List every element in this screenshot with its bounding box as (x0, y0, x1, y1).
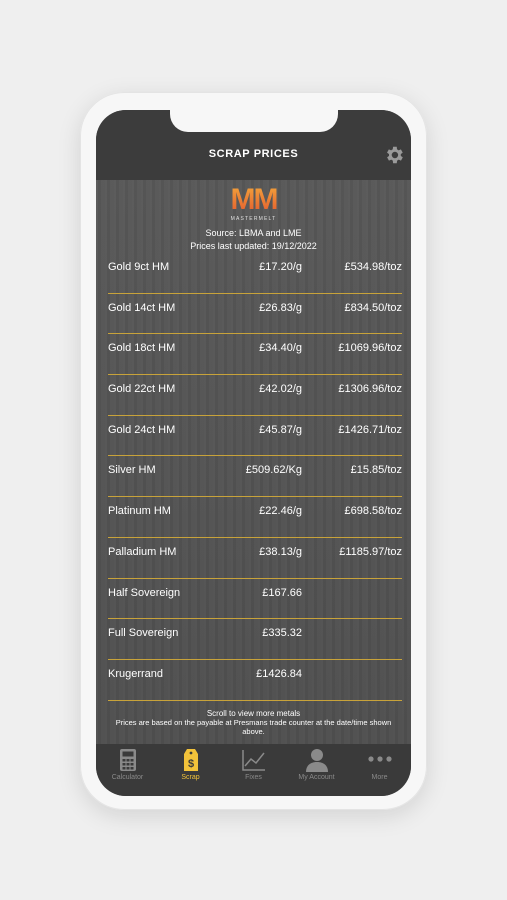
metal-name: Gold 9ct HM (108, 261, 170, 273)
scroll-hint: Scroll to view more metals (206, 709, 301, 718)
more-icon (367, 748, 393, 772)
price-per-unit: £167.66 (262, 586, 302, 599)
price-row (108, 294, 402, 335)
price-per-toz: £834.50/toz (344, 301, 402, 314)
price-per-toz: £1306.96/toz (338, 383, 402, 396)
source-text: Source: LBMA and LME (205, 228, 302, 238)
price-per-toz: £1185.97/toz (339, 545, 402, 558)
tab-calculator[interactable] (96, 744, 159, 796)
price-per-unit: £22.46/g (259, 505, 302, 518)
tab-label: Scrap (181, 774, 200, 781)
metal-name: Gold 22ct HM (108, 383, 176, 396)
price-row (108, 375, 402, 416)
price-per-toz: £1069.96/toz (338, 342, 402, 355)
price-per-unit: £38.13/g (259, 545, 302, 558)
logo-mark: MM (96, 185, 411, 215)
price-row (108, 416, 402, 457)
price-per-unit: £42.02/g (259, 383, 302, 396)
calculator-icon (119, 748, 137, 772)
price-row (108, 253, 402, 294)
metal-name: Platinum HM (108, 505, 171, 518)
app-screen (96, 110, 411, 796)
price-per-unit: £45.87/g (259, 423, 302, 436)
price-per-toz: £534.98/toz (344, 261, 402, 273)
page-title: SCRAP PRICES (208, 148, 299, 160)
logo-wordmark: MASTERMELT (230, 216, 277, 222)
price-tag-icon (183, 748, 199, 772)
price-row (108, 456, 402, 497)
price-row (108, 497, 402, 538)
phone-frame (80, 92, 427, 810)
chart-icon (241, 748, 267, 772)
price-per-toz: £15.85/toz (350, 464, 402, 477)
metal-name: Gold 24ct HM (108, 423, 176, 436)
tab-label: Fixes (245, 774, 262, 781)
metal-name: Krugerrand (108, 667, 164, 680)
metal-name: Silver HM (108, 464, 156, 477)
last-updated-text: Prices last updated: 19/12/2022 (190, 241, 317, 251)
metal-name: Half Sovereign (108, 586, 181, 599)
tab-label: More (371, 774, 388, 781)
price-per-unit: £26.83/g (259, 301, 302, 314)
gear-icon[interactable] (383, 144, 405, 166)
price-basis-note: Prices are based on the payable at Presmans trade counter at the date/time shown above. (115, 718, 392, 736)
tab-scrap[interactable] (159, 744, 222, 796)
price-row (108, 538, 402, 579)
price-per-toz: £698.58/toz (344, 505, 402, 518)
price-per-unit: £1426.84 (256, 667, 302, 680)
metal-name: Gold 18ct HM (108, 342, 176, 355)
svg-text:$: $ (187, 758, 194, 770)
price-per-unit: £509.62/Kg (245, 464, 302, 477)
price-per-unit: £17.20/g (259, 261, 302, 273)
tab-fixes[interactable] (222, 744, 285, 796)
tab-label: My Account (298, 774, 335, 781)
bottom-tab-bar (96, 744, 411, 796)
price-list[interactable] (108, 253, 402, 701)
price-row (108, 334, 402, 375)
metal-name: Palladium HM (108, 545, 177, 558)
user-icon (305, 748, 329, 772)
price-per-unit: £34.40/g (259, 342, 302, 355)
price-row (108, 579, 402, 620)
price-row (108, 619, 402, 660)
price-per-toz: £1426.71/toz (338, 423, 402, 436)
mastermelt-logo (96, 185, 411, 222)
tab-label: Calculator (111, 774, 144, 781)
tab-more[interactable] (348, 744, 411, 796)
metal-name: Full Sovereign (108, 627, 179, 640)
tab-my-account[interactable] (285, 744, 348, 796)
price-per-unit: £335.32 (262, 627, 302, 640)
phone-notch (170, 110, 338, 132)
metal-name: Gold 14ct HM (108, 301, 176, 314)
price-row (108, 660, 402, 701)
